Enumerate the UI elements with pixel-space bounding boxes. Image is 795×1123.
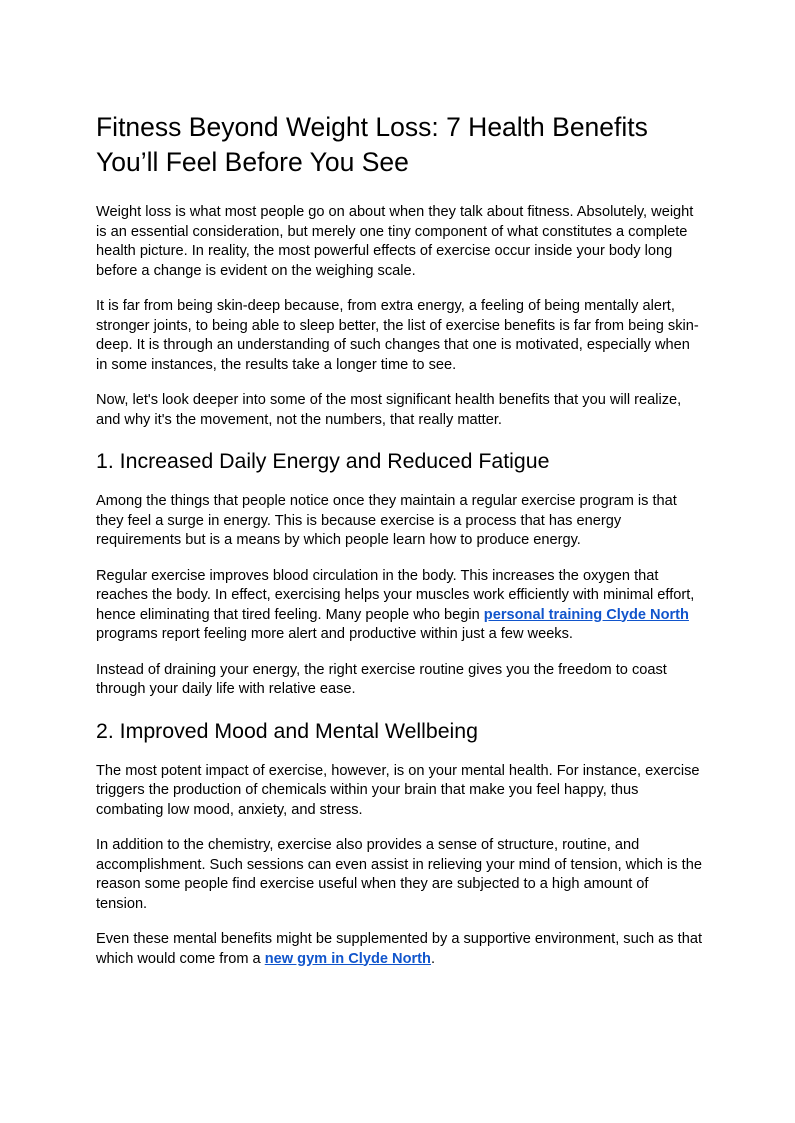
new-gym-link[interactable]: new gym in Clyde North [264, 950, 431, 967]
intro-paragraph-1: Weight loss is what most people go on about when they talk about fitness. Absolutely, weight is an essential consideration, but merely one tiny component of what constitutes a complete health picture. In reality, the most powerful effects of exercise occur inside your body long before a change is evident on the weighing scale. [96, 204, 694, 279]
energy-paragraph-2-text-before: Regular exercise improves blood circulation in the body. This increases the oxygen that reaches the body. In effect, exercising helps your muscles work efficiently with minimal effort, hence eliminating that tired feeling. Many people who begin [96, 567, 695, 623]
energy-paragraph-2 [96, 567, 702, 645]
mood-paragraph-2: In addition to the chemistry, exercise also provides a sense of structure, routine, and accomplishment. Such sessions can even assist in relieving your mind of tension, which is the reason some people find exercise useful when they are subjected to a high amount of tension. [96, 837, 702, 912]
mood-paragraph-1: The most potent impact of exercise, however, is on your mental health. For instance, exercise triggers the production of chemicals within your brain that make you feel happy, thus combating low mood, anxiety, and stress. [96, 762, 700, 818]
intro-paragraph-3: Now, let's look deeper into some of the most significant health benefits that you will realize, and why it's the movement, not the numbers, that really matter. [96, 392, 682, 428]
intro-paragraph-2: It is far from being skin-deep because, from extra energy, a feeling of being mentally alert, stronger joints, to being able to sleep better, the list of exercise benefits is far from being skin-deep. It is through an understanding of such changes that one is motivated, especially when in some instances, the results take a longer time to see. [96, 298, 699, 373]
section-heading-mood: 2. Improved Mood and Mental Wellbeing [96, 718, 478, 743]
document-page [96, 110, 702, 985]
personal-training-link[interactable]: personal training Clyde North [483, 606, 689, 623]
section-heading-energy: 1. Increased Daily Energy and Reduced Fatigue [96, 449, 550, 473]
energy-paragraph-2-text-after: programs report feeling more alert and productive within just a few weeks. [96, 626, 573, 642]
mood-paragraph-3-text-before: Even these mental benefits might be supplemented by a supportive environment, such as that which would come from a [96, 931, 702, 967]
mood-paragraph-3 [96, 930, 702, 969]
page-title: Fitness Beyond Weight Loss: 7 Health Benefits You’ll Feel Before You See [96, 112, 648, 177]
mood-paragraph-3-text-after: . [430, 950, 436, 967]
energy-paragraph-1: Among the things that people notice once they maintain a regular exercise program is that they feel a surge in energy. This is because exercise is a process that has energy requirements but is a means by which people learn how to produce energy. [96, 493, 677, 548]
energy-paragraph-3: Instead of draining your energy, the right exercise routine gives you the freedom to coast through your daily life with relative ease. [96, 661, 667, 697]
